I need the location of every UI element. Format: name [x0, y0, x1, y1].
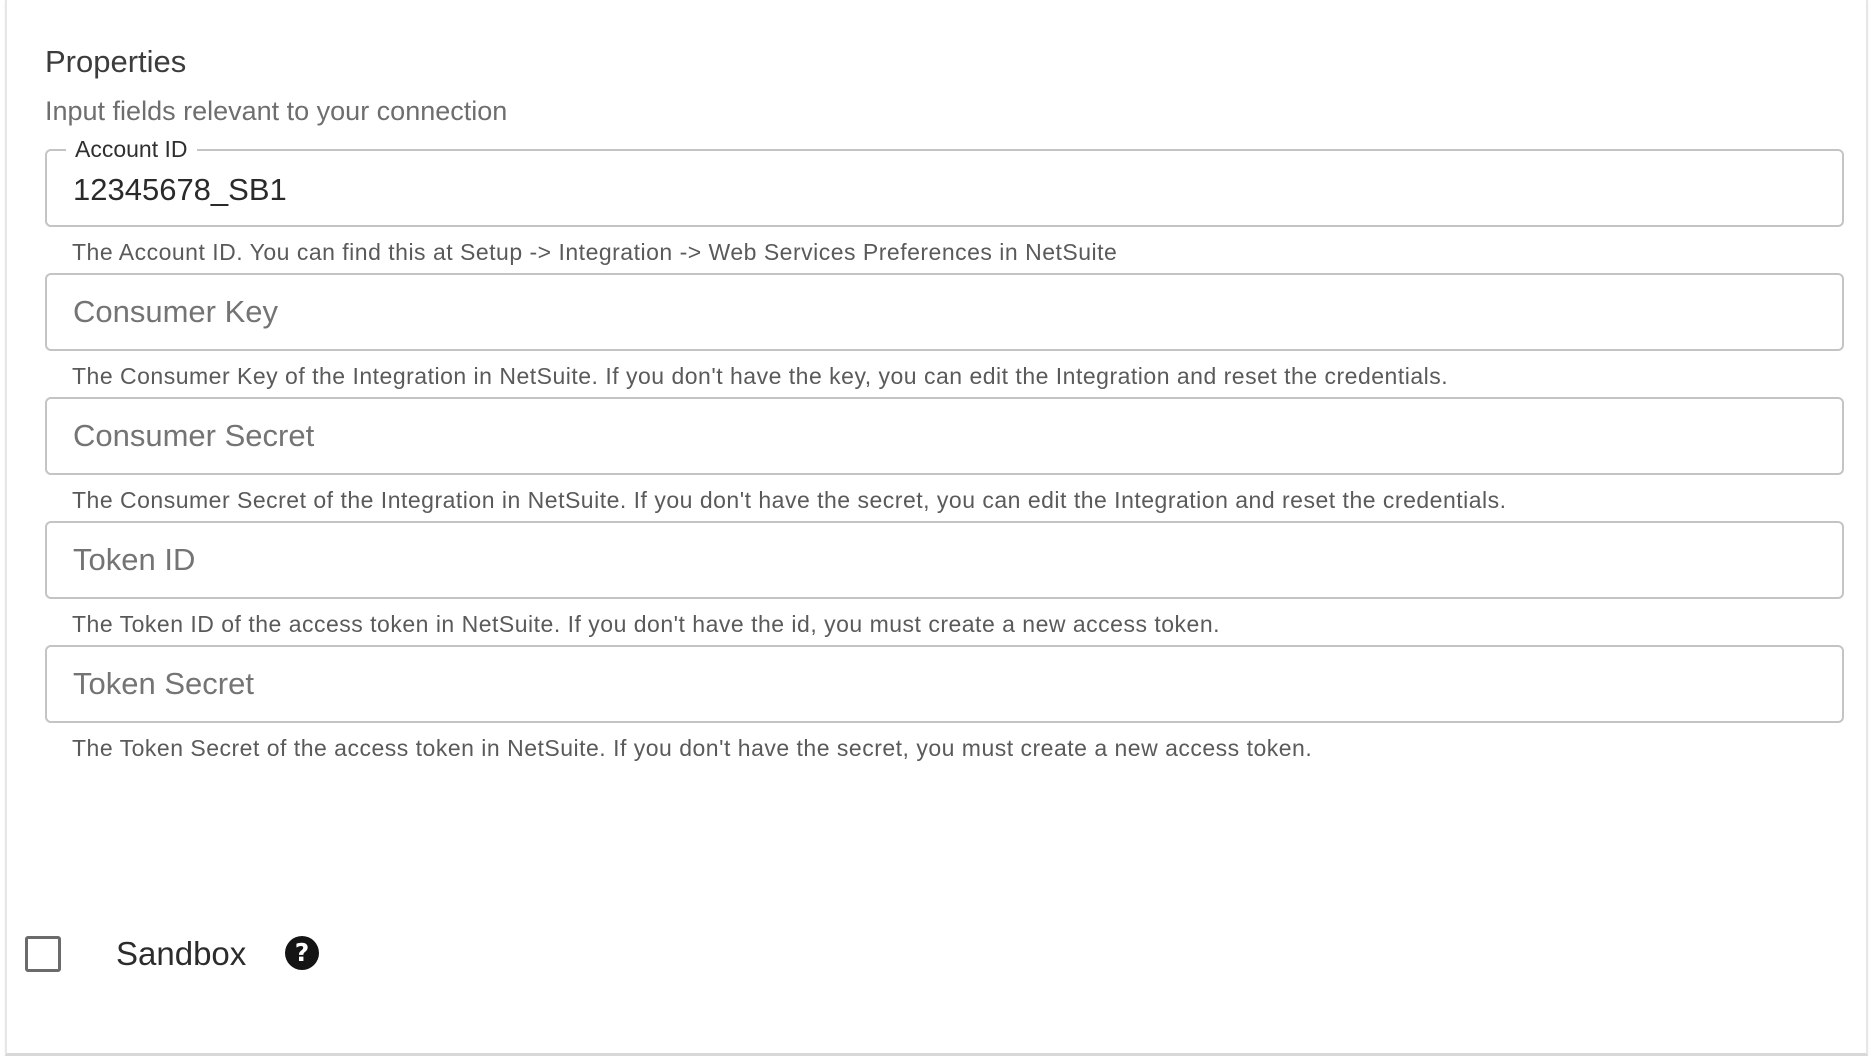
sandbox-row: [25, 930, 425, 978]
consumer-key-input[interactable]: [47, 275, 1842, 349]
section-title: Properties: [45, 44, 187, 79]
token-secret-input[interactable]: [47, 647, 1842, 721]
consumer-key-group: [45, 273, 1844, 389]
account-id-field[interactable]: [45, 136, 1844, 227]
sandbox-checkbox[interactable]: [25, 936, 61, 972]
account-id-group: [45, 136, 1844, 265]
properties-card: [5, 0, 1868, 1056]
section-subtitle: Input fields relevant to your connection: [45, 96, 508, 126]
account-id-input[interactable]: [47, 151, 1842, 225]
consumer-secret-group: [45, 397, 1844, 513]
token-secret-group: [45, 645, 1844, 761]
token-id-helper-text: The Token ID of the access token in NetSuite. If you don't have the id, you must create a new access token.: [72, 611, 1221, 637]
token-id-field[interactable]: [45, 521, 1844, 599]
token-secret-field[interactable]: [45, 645, 1844, 723]
consumer-key-field[interactable]: [45, 273, 1844, 351]
question-circle-icon[interactable]: ?: [285, 936, 319, 970]
consumer-secret-field[interactable]: [45, 397, 1844, 475]
token-id-input[interactable]: [47, 523, 1842, 597]
consumer-key-helper-text: The Consumer Key of the Integration in NetSuite. If you don't have the key, you can edit the Integration and reset the credentials.: [72, 363, 1449, 389]
consumer-secret-input[interactable]: [47, 399, 1842, 473]
token-secret-helper-text: The Token Secret of the access token in NetSuite. If you don't have the secret, you must create a new access token.: [72, 735, 1313, 761]
account-id-label: Account ID: [66, 133, 197, 165]
token-id-group: [45, 521, 1844, 637]
consumer-secret-helper-text: The Consumer Secret of the Integration in NetSuite. If you don't have the secret, you can edit the Integration and reset the credentials.: [72, 487, 1507, 513]
account-id-helper-text: The Account ID. You can find this at Setup -> Integration -> Web Services Preferences in NetSuite: [72, 239, 1118, 265]
sandbox-label[interactable]: Sandbox: [116, 935, 247, 972]
